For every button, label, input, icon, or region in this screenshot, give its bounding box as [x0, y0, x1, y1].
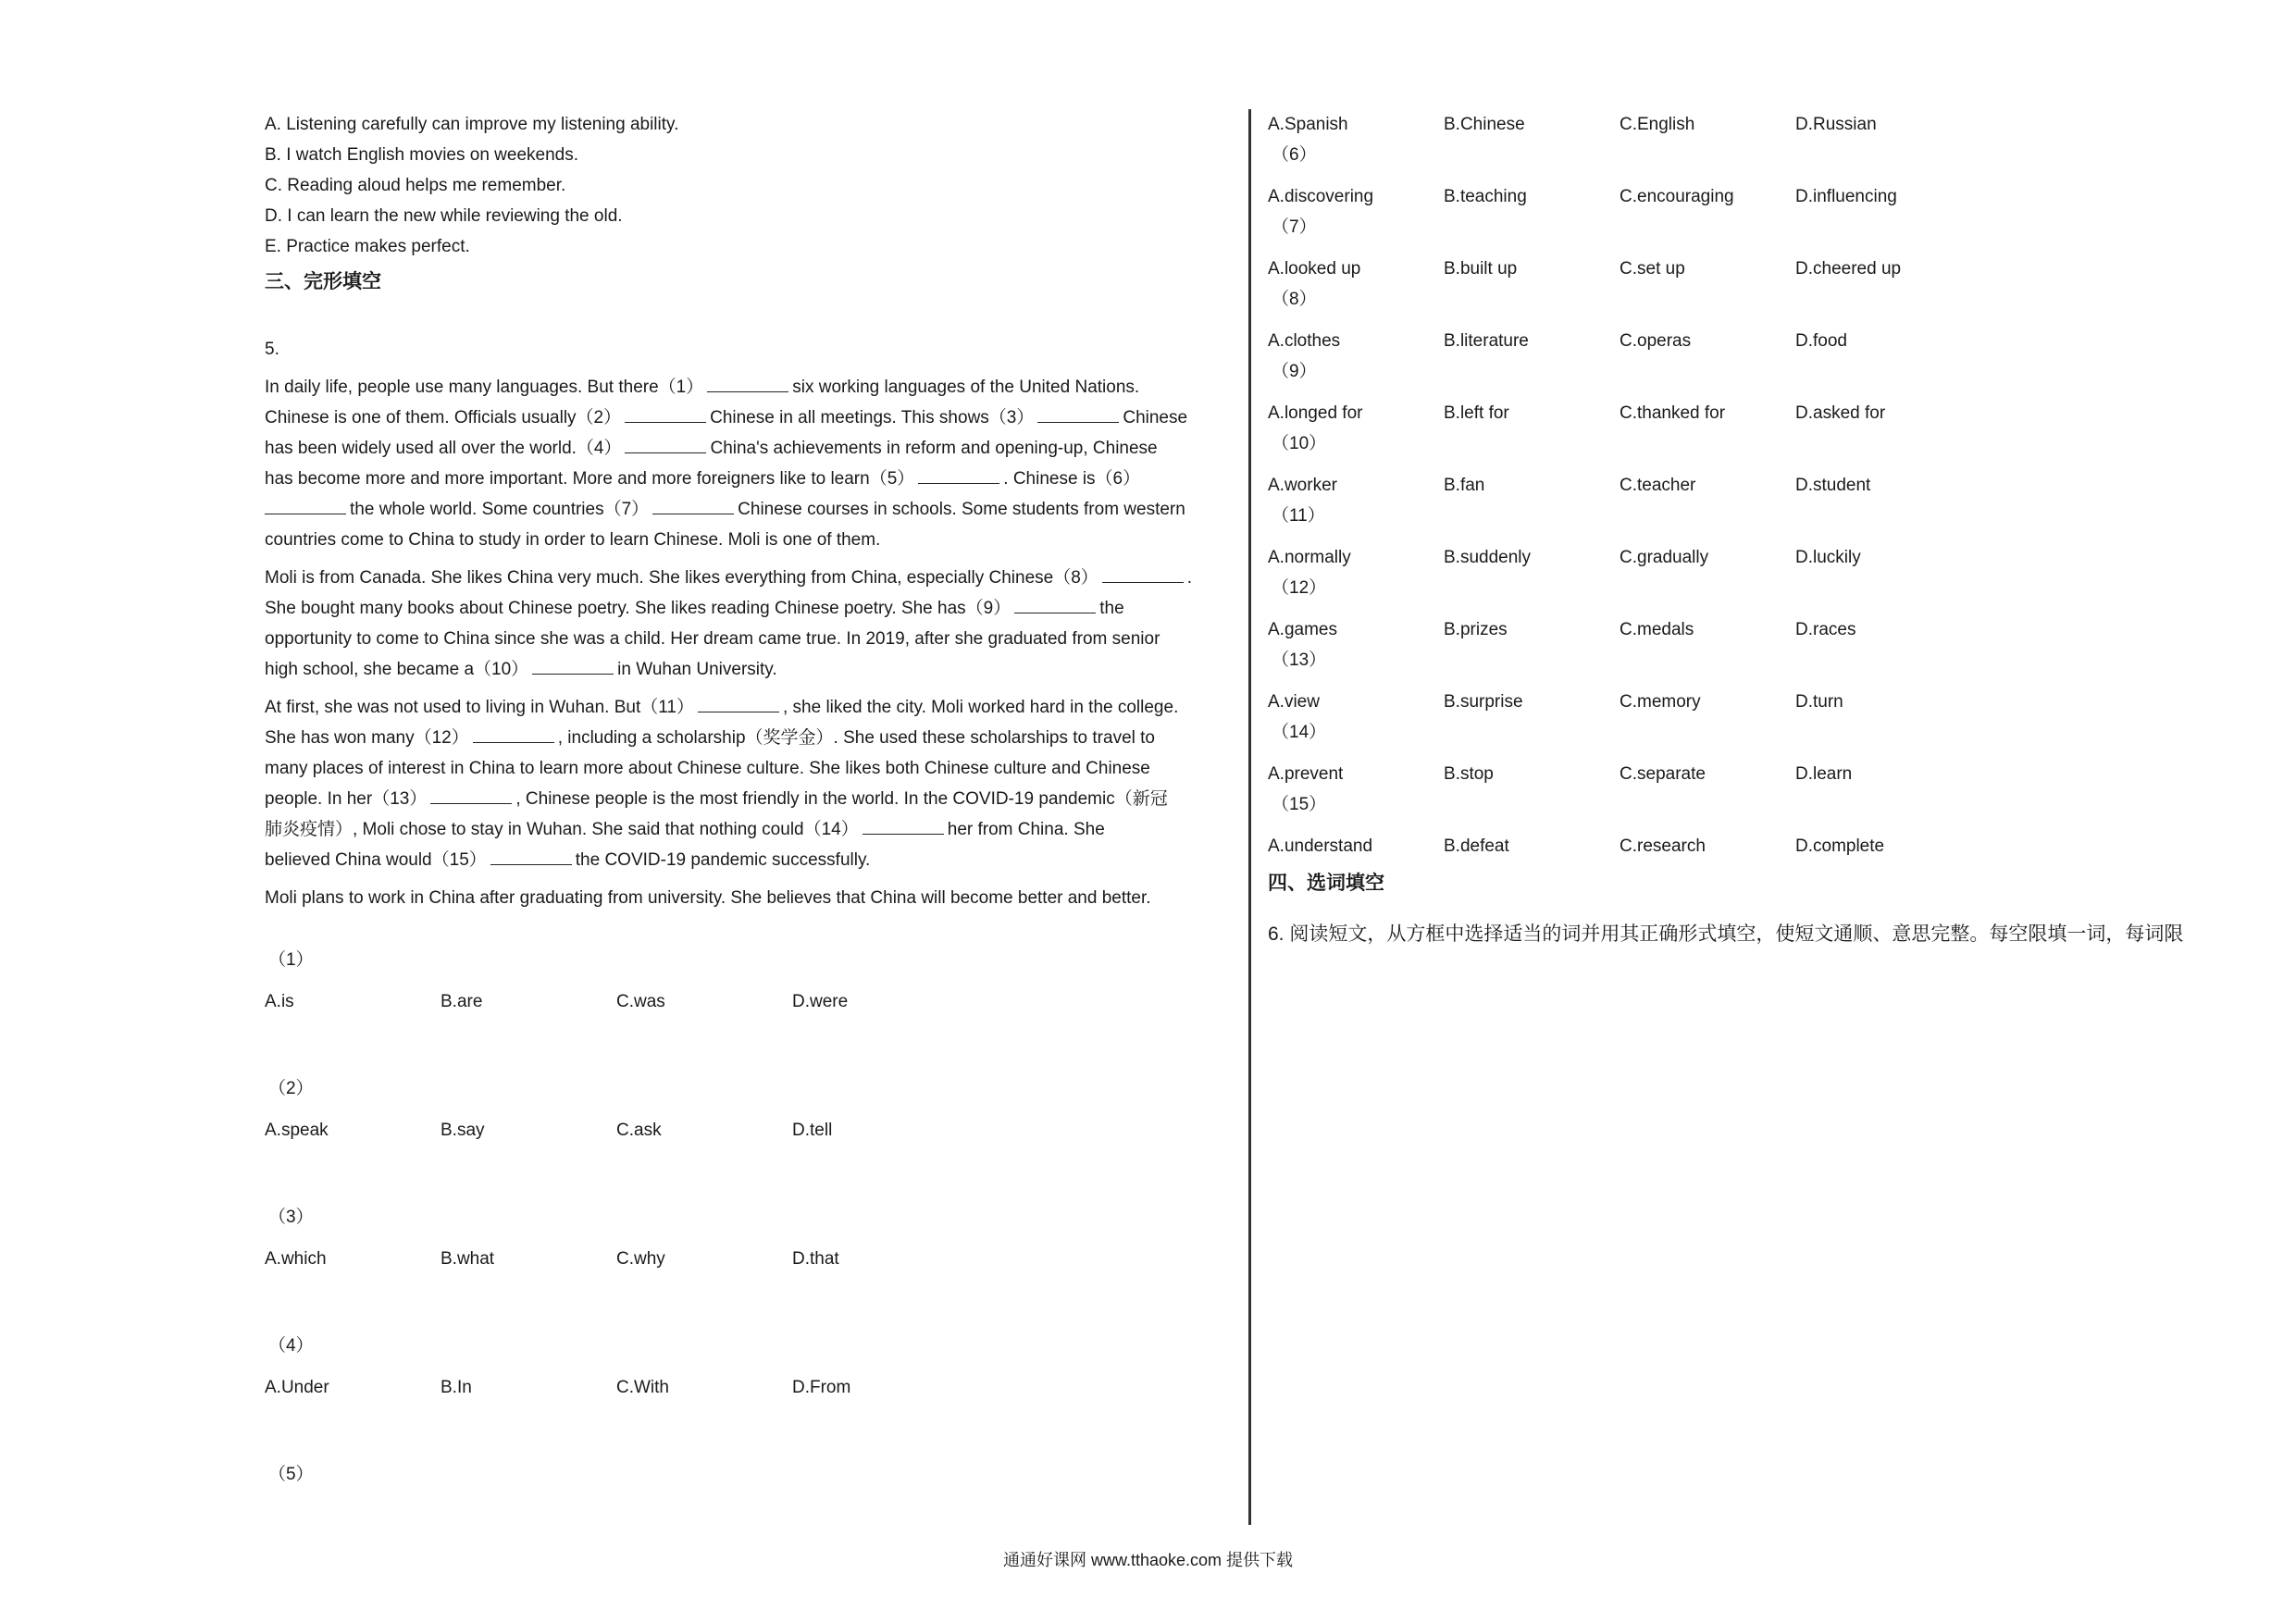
answer-option[interactable]: C.operas [1620, 331, 1692, 351]
section3-title: 三、完形填空 [265, 271, 381, 292]
answer-option[interactable]: D.student [1795, 476, 1871, 495]
passage-text: countries come to China to study in order to learn Chinese. Moli is one of them. [265, 530, 881, 550]
answer-option[interactable]: B.fan [1444, 476, 1485, 495]
answer-option[interactable]: B.prizes [1444, 620, 1508, 639]
passage-paragraph-1 [265, 372, 1236, 555]
passage-text: the COVID-19 pandemic successfully. [575, 850, 871, 870]
question-block [1268, 428, 2249, 501]
question-label: （1） [268, 950, 314, 970]
section4-instruction: 6. 阅读短文，从方框中选择适当的词并用其正确形式填空，使短文通顺、意思完整。每空限填一词，每词限 [1268, 923, 2184, 945]
passage-text: high school, she became a（10） [265, 660, 529, 679]
question-block [1268, 284, 2249, 356]
passage-text: has become more and more important. More and more foreigners like to learn（5） [265, 469, 915, 489]
passage-text: , she liked the city. Moli worked hard in the college. [782, 698, 1179, 717]
answer-option[interactable]: A.longed for [1268, 403, 1363, 423]
passage-text: Moli is from Canada. She likes China very much. She likes everything from China, especially Chinese（8） [265, 568, 1098, 588]
passage-text: opportunity to come to China since she was a child. Her dream came true. In 2019, after she graduated from senior [265, 629, 1160, 649]
answer-blank [1014, 596, 1096, 613]
answer-option[interactable]: C.thanked for [1620, 403, 1726, 423]
answer-option[interactable]: B.say [441, 1121, 485, 1140]
passage-paragraph-2 [265, 563, 1236, 685]
passage-text: 肺炎疫情）, Moli chose to stay in Wuhan. She said that nothing could（14） [265, 820, 859, 839]
passage-text: China's achievements in reform and opening-up, Chinese [710, 439, 1158, 458]
answer-option[interactable]: B.defeat [1444, 836, 1509, 856]
answer-option[interactable]: A.Spanish [1268, 115, 1348, 134]
question-block [265, 1073, 1236, 1146]
question-block [1268, 645, 2249, 717]
sentence-option: A. Listening carefully can improve my listening ability. [265, 115, 679, 134]
answer-option[interactable]: B.left for [1444, 403, 1509, 423]
page-footer: 通通好课网 www.tthaoke.com 提供下载 [1002, 1551, 1294, 1569]
answer-option[interactable]: D.influencing [1795, 187, 1897, 206]
passage-text: her from China. She [947, 820, 1105, 839]
sentence-option: C. Reading aloud helps me remember. [265, 176, 566, 195]
answer-option[interactable]: A.worker [1268, 476, 1337, 495]
answer-blank [918, 466, 999, 484]
passage-text: the whole world. Some countries（7） [350, 500, 650, 519]
question-label: （3） [268, 1208, 314, 1227]
section4-title: 四、选词填空 [1268, 873, 1384, 894]
answer-option[interactable]: C.research [1620, 836, 1706, 856]
question-label: （9） [1272, 362, 1317, 381]
answer-option[interactable]: A.speak [265, 1121, 329, 1140]
answer-option[interactable]: D.asked for [1795, 403, 1886, 423]
question-block [265, 1459, 1236, 1490]
answer-option[interactable]: C.memory [1620, 692, 1701, 712]
answer-option[interactable]: D.food [1795, 331, 1847, 351]
question-label: （14） [1272, 723, 1327, 742]
right-column [1268, 109, 2249, 949]
passage-text: Chinese courses in schools. Some students from western [738, 500, 1185, 519]
answer-option[interactable]: B.what [441, 1249, 495, 1269]
question-number: 5. [265, 340, 279, 359]
answer-option[interactable]: B.surprise [1444, 692, 1523, 712]
answer-option[interactable]: C.gradually [1620, 548, 1709, 567]
answer-option[interactable]: A.view [1268, 692, 1320, 712]
passage-text: Chinese in all meetings. This shows（3） [710, 408, 1035, 427]
question-label: （5） [268, 1465, 314, 1484]
answer-option[interactable]: A.which [265, 1249, 327, 1269]
answer-option[interactable]: B.Chinese [1444, 115, 1525, 134]
answer-option[interactable]: A.prevent [1268, 764, 1344, 784]
answer-blank [863, 817, 944, 835]
answer-option[interactable]: C.why [616, 1249, 665, 1269]
passage-text: At first, she was not used to living in Wuhan. But（11） [265, 698, 694, 717]
answer-option[interactable]: B.literature [1444, 331, 1529, 351]
question-label: （6） [1272, 145, 1317, 165]
question-label: （13） [1272, 650, 1327, 670]
passage-text: people. In her（13） [265, 789, 428, 809]
passage-text: . [1186, 568, 1193, 588]
answer-blank [532, 657, 614, 675]
question-label: （7） [1272, 217, 1317, 237]
answer-option[interactable]: A.clothes [1268, 331, 1341, 351]
answer-option[interactable]: C.With [616, 1378, 669, 1397]
answer-blank [1102, 565, 1184, 583]
passage-text: six working languages of the United Nations. [792, 378, 1140, 397]
answer-option[interactable]: D.complete [1795, 836, 1885, 856]
passage-text: Chinese is one of them. Officials usually（2） [265, 408, 622, 427]
answer-option[interactable]: B.suddenly [1444, 548, 1532, 567]
answer-blank [430, 787, 512, 804]
question-label: （12） [1272, 578, 1327, 598]
answer-option[interactable]: C.medals [1620, 620, 1694, 639]
question-block [1268, 212, 2249, 284]
sentence-option: B. I watch English movies on weekends. [265, 145, 579, 165]
answer-blank [625, 405, 706, 423]
answer-option[interactable]: C.English [1620, 115, 1695, 134]
sentence-option: E. Practice makes perfect. [265, 237, 470, 256]
answer-blank [707, 375, 788, 392]
question-block [265, 945, 1236, 1017]
answer-option[interactable]: D.races [1795, 620, 1856, 639]
question-label: （15） [1272, 795, 1327, 814]
question-block [1268, 356, 2249, 428]
question-label: （11） [1272, 506, 1325, 526]
sentence-option: D. I can learn the new while reviewing the old. [265, 206, 623, 226]
passage-text: in Wuhan University. [617, 660, 777, 679]
passage-paragraph-4: Moli plans to work in China after graduating from university. She believes that China will become better and better. [265, 888, 1151, 908]
answer-option[interactable]: B.are [441, 992, 483, 1011]
answer-option[interactable]: D.Russian [1795, 115, 1877, 134]
answer-option[interactable]: C.separate [1620, 764, 1706, 784]
answer-option[interactable]: A.normally [1268, 548, 1351, 567]
passage-text: She bought many books about Chinese poetry. She likes reading Chinese poetry. She has（9） [265, 599, 1011, 618]
answer-option[interactable]: B.stop [1444, 764, 1494, 784]
answer-option[interactable]: A.Under [265, 1378, 329, 1397]
passage-text: many places of interest in China to learn more about Chinese culture. She likes both Chinese culture and Chinese [265, 759, 1150, 778]
passage-text: believed China would（15） [265, 850, 487, 870]
answer-option[interactable]: D.turn [1795, 692, 1843, 712]
passage-text: , including a scholarship（奖学金）. She used these scholarships to travel to [557, 728, 1155, 748]
answer-option[interactable]: C.set up [1620, 259, 1685, 279]
passage-text: In daily life, people use many languages. But there（1） [265, 378, 704, 397]
question-label: （2） [268, 1079, 314, 1098]
answer-option[interactable]: C.encouraging [1620, 187, 1734, 206]
passage-text: . Chinese is（6） [1003, 469, 1141, 489]
answer-option[interactable]: B.In [441, 1378, 472, 1397]
question-block [1268, 501, 2249, 573]
passage-text: , Chinese people is the most friendly in the world. In the COVID-19 pandemic（新冠 [515, 789, 1168, 809]
question-block [1268, 140, 2249, 212]
answer-option[interactable]: D.luckily [1795, 548, 1861, 567]
answer-blank [625, 436, 706, 453]
answer-option[interactable]: C.teacher [1620, 476, 1696, 495]
answer-option[interactable]: A.looked up [1268, 259, 1361, 279]
column-divider [1248, 109, 1251, 1525]
answer-option[interactable]: A.understand [1268, 836, 1373, 856]
question-block [1268, 717, 2249, 789]
answer-option[interactable]: D.that [792, 1249, 839, 1269]
question-block [265, 1202, 1236, 1274]
answer-option[interactable]: A.discovering [1268, 187, 1374, 206]
answer-option[interactable]: D.tell [792, 1121, 833, 1140]
answer-option[interactable]: A.is [265, 992, 294, 1011]
answer-option[interactable]: D.cheered up [1795, 259, 1902, 279]
answer-blank [698, 695, 779, 712]
answer-option[interactable]: D.From [792, 1378, 851, 1397]
answer-blank [473, 725, 554, 743]
answer-option[interactable]: B.built up [1444, 259, 1518, 279]
passage-text: has been widely used all over the world.（4） [265, 439, 622, 458]
question-block [1268, 789, 2249, 861]
answer-blank [1037, 405, 1119, 423]
left-column [265, 109, 1236, 1490]
question-block [1268, 573, 2249, 645]
passage-paragraph-3 [265, 692, 1236, 875]
passage-text: She has won many（12） [265, 728, 469, 748]
answer-blank [490, 848, 572, 865]
answer-blank [265, 497, 346, 514]
answer-option[interactable]: D.were [792, 992, 849, 1011]
passage-text: the [1099, 599, 1124, 618]
question-block [265, 1331, 1236, 1403]
answer-blank [652, 497, 734, 514]
answer-option[interactable]: B.teaching [1444, 187, 1527, 206]
answer-option[interactable]: C.was [616, 992, 665, 1011]
question-label: （10） [1272, 434, 1327, 453]
answer-option[interactable]: D.learn [1795, 764, 1853, 784]
question-label: （4） [268, 1336, 314, 1356]
answer-option[interactable]: C.ask [616, 1121, 662, 1140]
question-label: （8） [1272, 290, 1317, 309]
answer-option[interactable]: A.games [1268, 620, 1337, 639]
passage-text: Chinese [1123, 408, 1188, 427]
